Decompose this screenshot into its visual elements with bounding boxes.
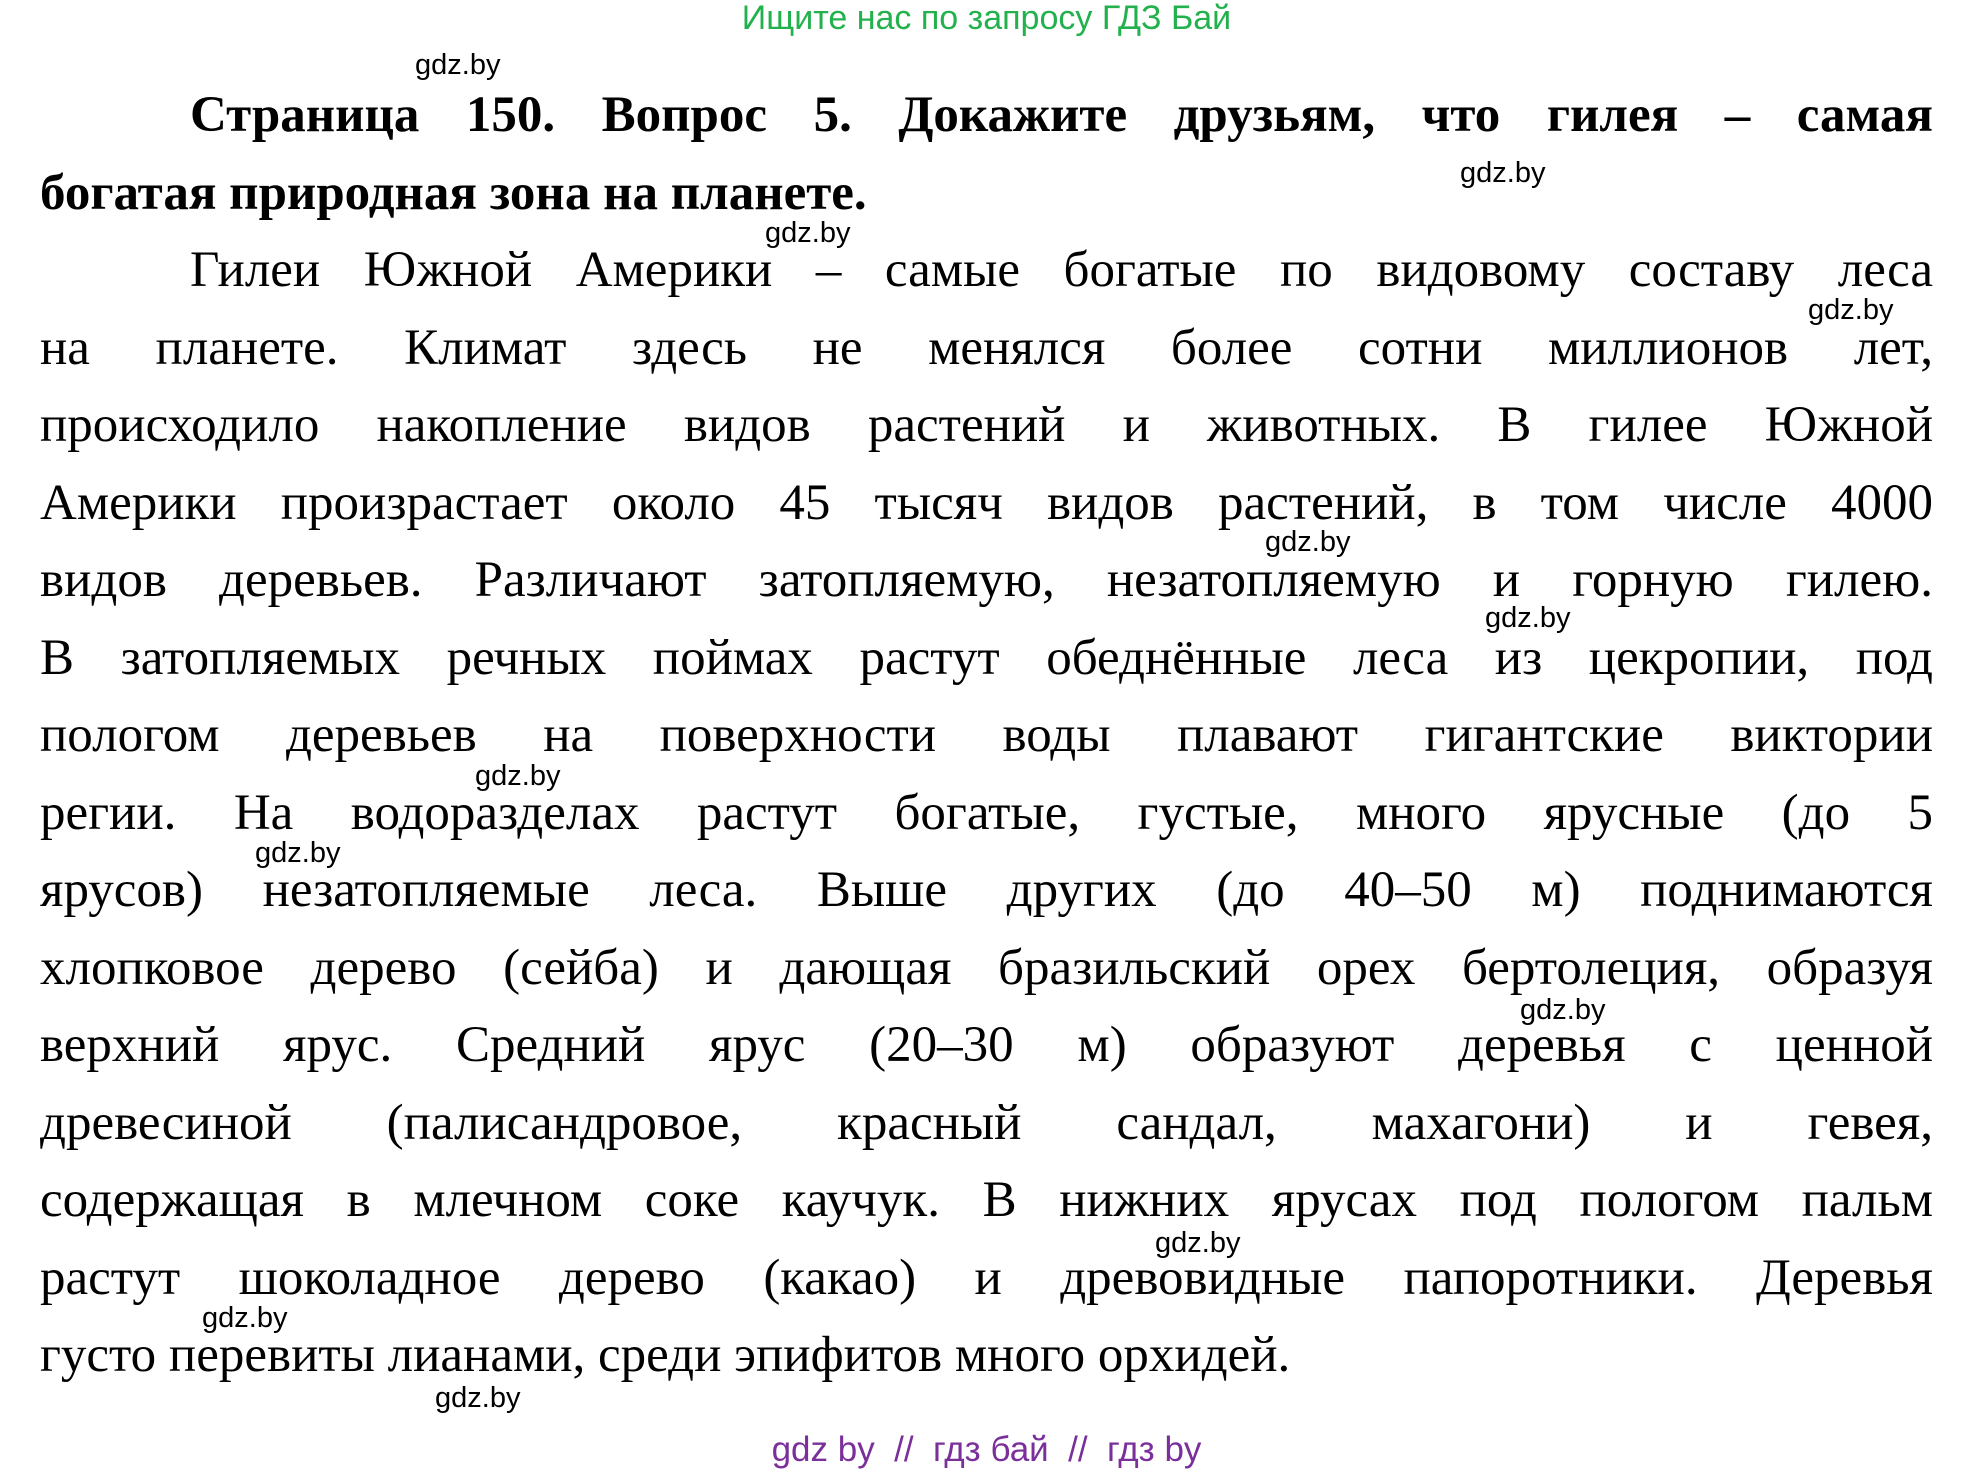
answer-line: В затопляемых речных поймах растут обеднённые леса из цекропии, под bbox=[40, 630, 1933, 686]
question-heading-line-1: Страница 150. Вопрос 5. Докажите друзьям, что гилея – самая bbox=[190, 87, 1933, 143]
watermark: gdz.by bbox=[1460, 157, 1546, 189]
footer-links: gdz by // гдз бай // гдз by bbox=[771, 1430, 1202, 1469]
watermark: gdz.by bbox=[415, 49, 501, 81]
answer-line: видов деревьев. Различают затопляемую, незатопляемую и горную гилею. bbox=[40, 552, 1933, 608]
answer-line: происходило накопление видов растений и животных. В гилее Южной bbox=[40, 397, 1933, 453]
watermark: gdz.by bbox=[1485, 602, 1571, 634]
answer-line: ярусов) незатопляемые леса. Выше других (до 40–50 м) поднимаются bbox=[40, 862, 1933, 918]
watermark: gdz.by bbox=[1808, 294, 1894, 326]
top-banner: Ищите нас по запросу ГДЗ Бай bbox=[741, 0, 1232, 37]
watermark: gdz.by bbox=[765, 217, 851, 249]
answer-line: на планете. Климат здесь не менялся более сотни миллионов лет, bbox=[40, 320, 1933, 376]
answer-line: густо перевиты лианами, среди эпифитов много орхидей. bbox=[40, 1327, 1291, 1383]
answer-line: хлопковое дерево (сейба) и дающая бразильский орех бертолеция, образуя bbox=[40, 940, 1933, 996]
watermark: gdz.by bbox=[1265, 526, 1351, 558]
watermark: gdz.by bbox=[1155, 1227, 1241, 1259]
answer-line: пологом деревьев на поверхности воды плавают гигантские виктории bbox=[40, 707, 1933, 763]
answer-line: растут шоколадное дерево (какао) и древовидные папоротники. Деревья bbox=[40, 1250, 1933, 1306]
watermark: gdz.by bbox=[1520, 994, 1606, 1026]
watermark: gdz.by bbox=[255, 837, 341, 869]
answer-line: регии. На водоразделах растут богатые, густые, много ярусные (до 5 bbox=[40, 785, 1933, 841]
answer-line: Америки произрастает около 45 тысяч видов растений, в том числе 4000 bbox=[40, 475, 1933, 531]
watermark: gdz.by bbox=[202, 1302, 288, 1334]
answer-line: Гилеи Южной Америки – самые богатые по видовому составу леса bbox=[190, 242, 1933, 298]
answer-line: древесиной (палисандровое, красный сандал, махагони) и гевея, bbox=[40, 1095, 1933, 1151]
answer-line: верхний ярус. Средний ярус (20–30 м) образуют деревья с ценной bbox=[40, 1017, 1933, 1073]
watermark: gdz.by bbox=[435, 1382, 521, 1414]
watermark: gdz.by bbox=[475, 760, 561, 792]
answer-line: содержащая в млечном соке каучук. В нижних ярусах под пологом пальм bbox=[40, 1172, 1933, 1228]
question-heading-line-2: богатая природная зона на планете. bbox=[40, 165, 867, 221]
